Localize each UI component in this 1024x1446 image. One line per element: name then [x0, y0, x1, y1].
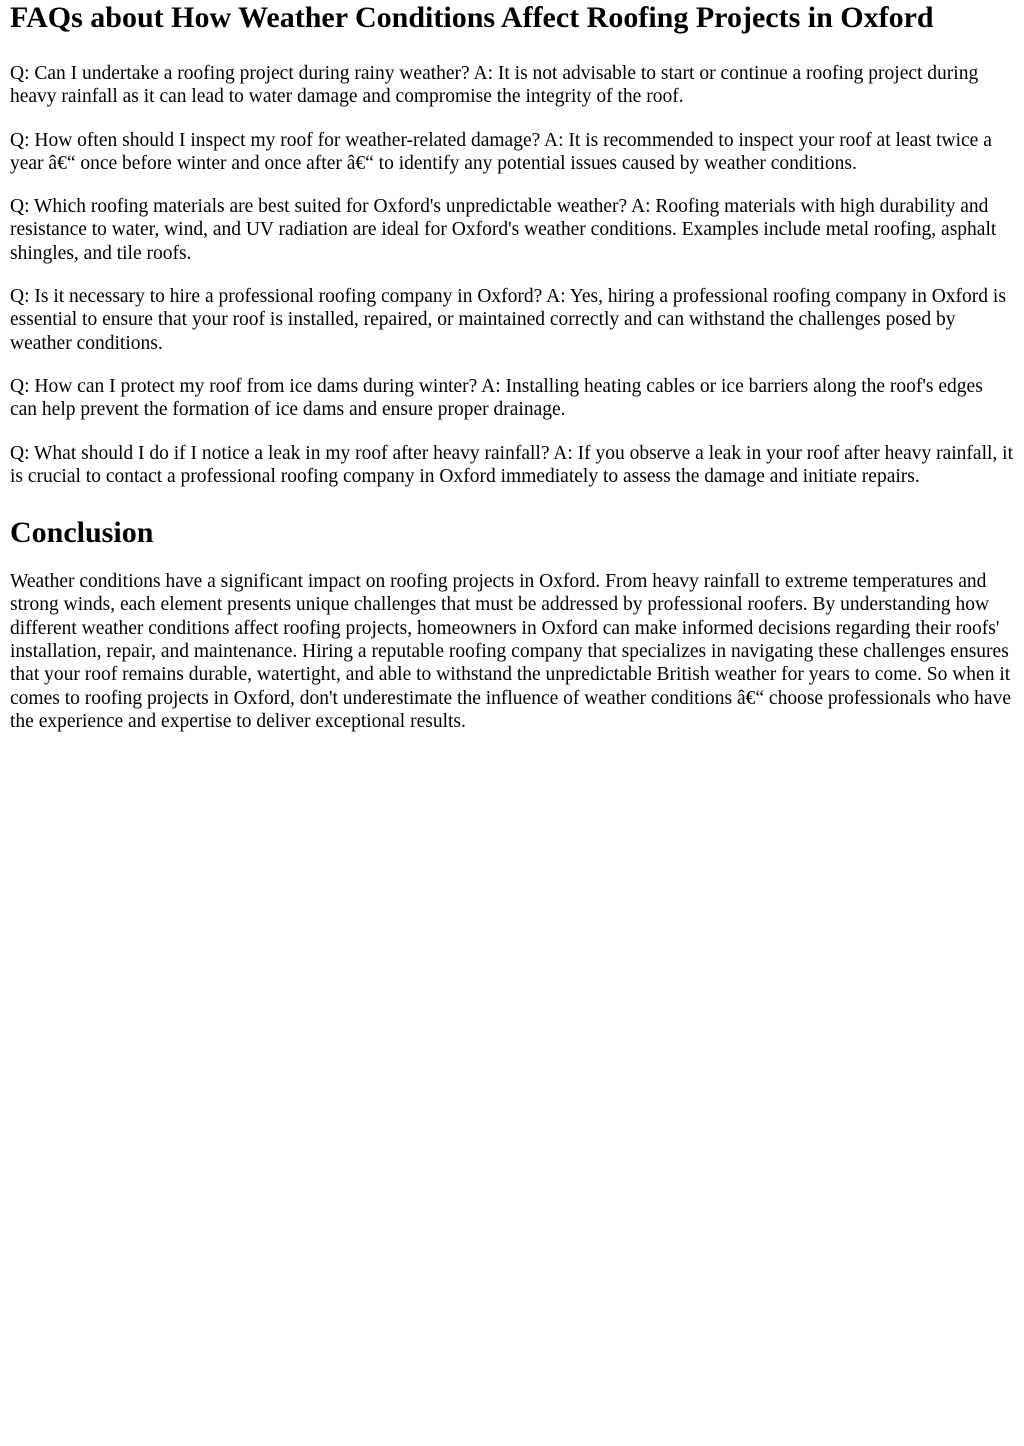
faq-item: Q: What should I do if I notice a leak in my roof after heavy rainfall? A: If you observe a leak in your roof after heavy rainfall, it is crucial to contact a professional roofing company in Oxford immediately to assess the damage and initiate repairs. [10, 442, 1013, 487]
faq-item: Q: Which roofing materials are best suited for Oxford's unpredictable weather? A: Roofing materials with high durability and resistance to water, wind, and UV radiation are ideal for Oxford's weather conditions. Examples include metal roofing, asphalt shingles, and tile roofs. [10, 196, 997, 264]
faq-list [10, 62, 1014, 488]
faq-item: Q: How often should I inspect my roof for weather-related damage? A: It is recommended to inspect your roof at least twice a year â€“ once before winter and once after â€“ to identify any potential issues caused by weather conditions. [10, 129, 992, 174]
conclusion-heading: Conclusion [10, 516, 154, 550]
conclusion-paragraph: Weather conditions have a significant impact on roofing projects in Oxford. From heavy rainfall to extreme temperatures and strong winds, each element presents unique challenges that must be addressed by professional roofers. By understanding how different weather conditions affect roofing projects, homeowners in Oxford can make informed decisions regarding their roofs' installation, repair, and maintenance. Hiring a reputable roofing company that specializes in navigating these challenges ensures that your roof remains durable, watertight, and able to withstand the unpredictable British weather for years to come. So when it comes to roofing projects in Oxford, don't underestimate the influence of weather conditions â€“ choose professionals who have the experience and expertise to deliver exceptional results. [10, 571, 1011, 732]
faq-heading: FAQs about How Weather Conditions Affect Roofing Projects in Oxford [10, 1, 934, 34]
faq-item: Q: Can I undertake a roofing project during rainy weather? A: It is not advisable to start or continue a roofing project during heavy rainfall as it can lead to water damage and compromise the integrity of the roof. [10, 63, 979, 108]
faq-item: Q: Is it necessary to hire a professional roofing company in Oxford? A: Yes, hiring a professional roofing company in Oxford is essential to ensure that your roof is installed, repaired, or maintained correctly and can withstand the challenges posed by weather conditions. [10, 286, 1006, 354]
faq-item: Q: How can I protect my roof from ice dams during winter? A: Installing heating cables or ice barriers along the roof's edges can help prevent the formation of ice dams and ensure proper drainage. [10, 375, 983, 421]
